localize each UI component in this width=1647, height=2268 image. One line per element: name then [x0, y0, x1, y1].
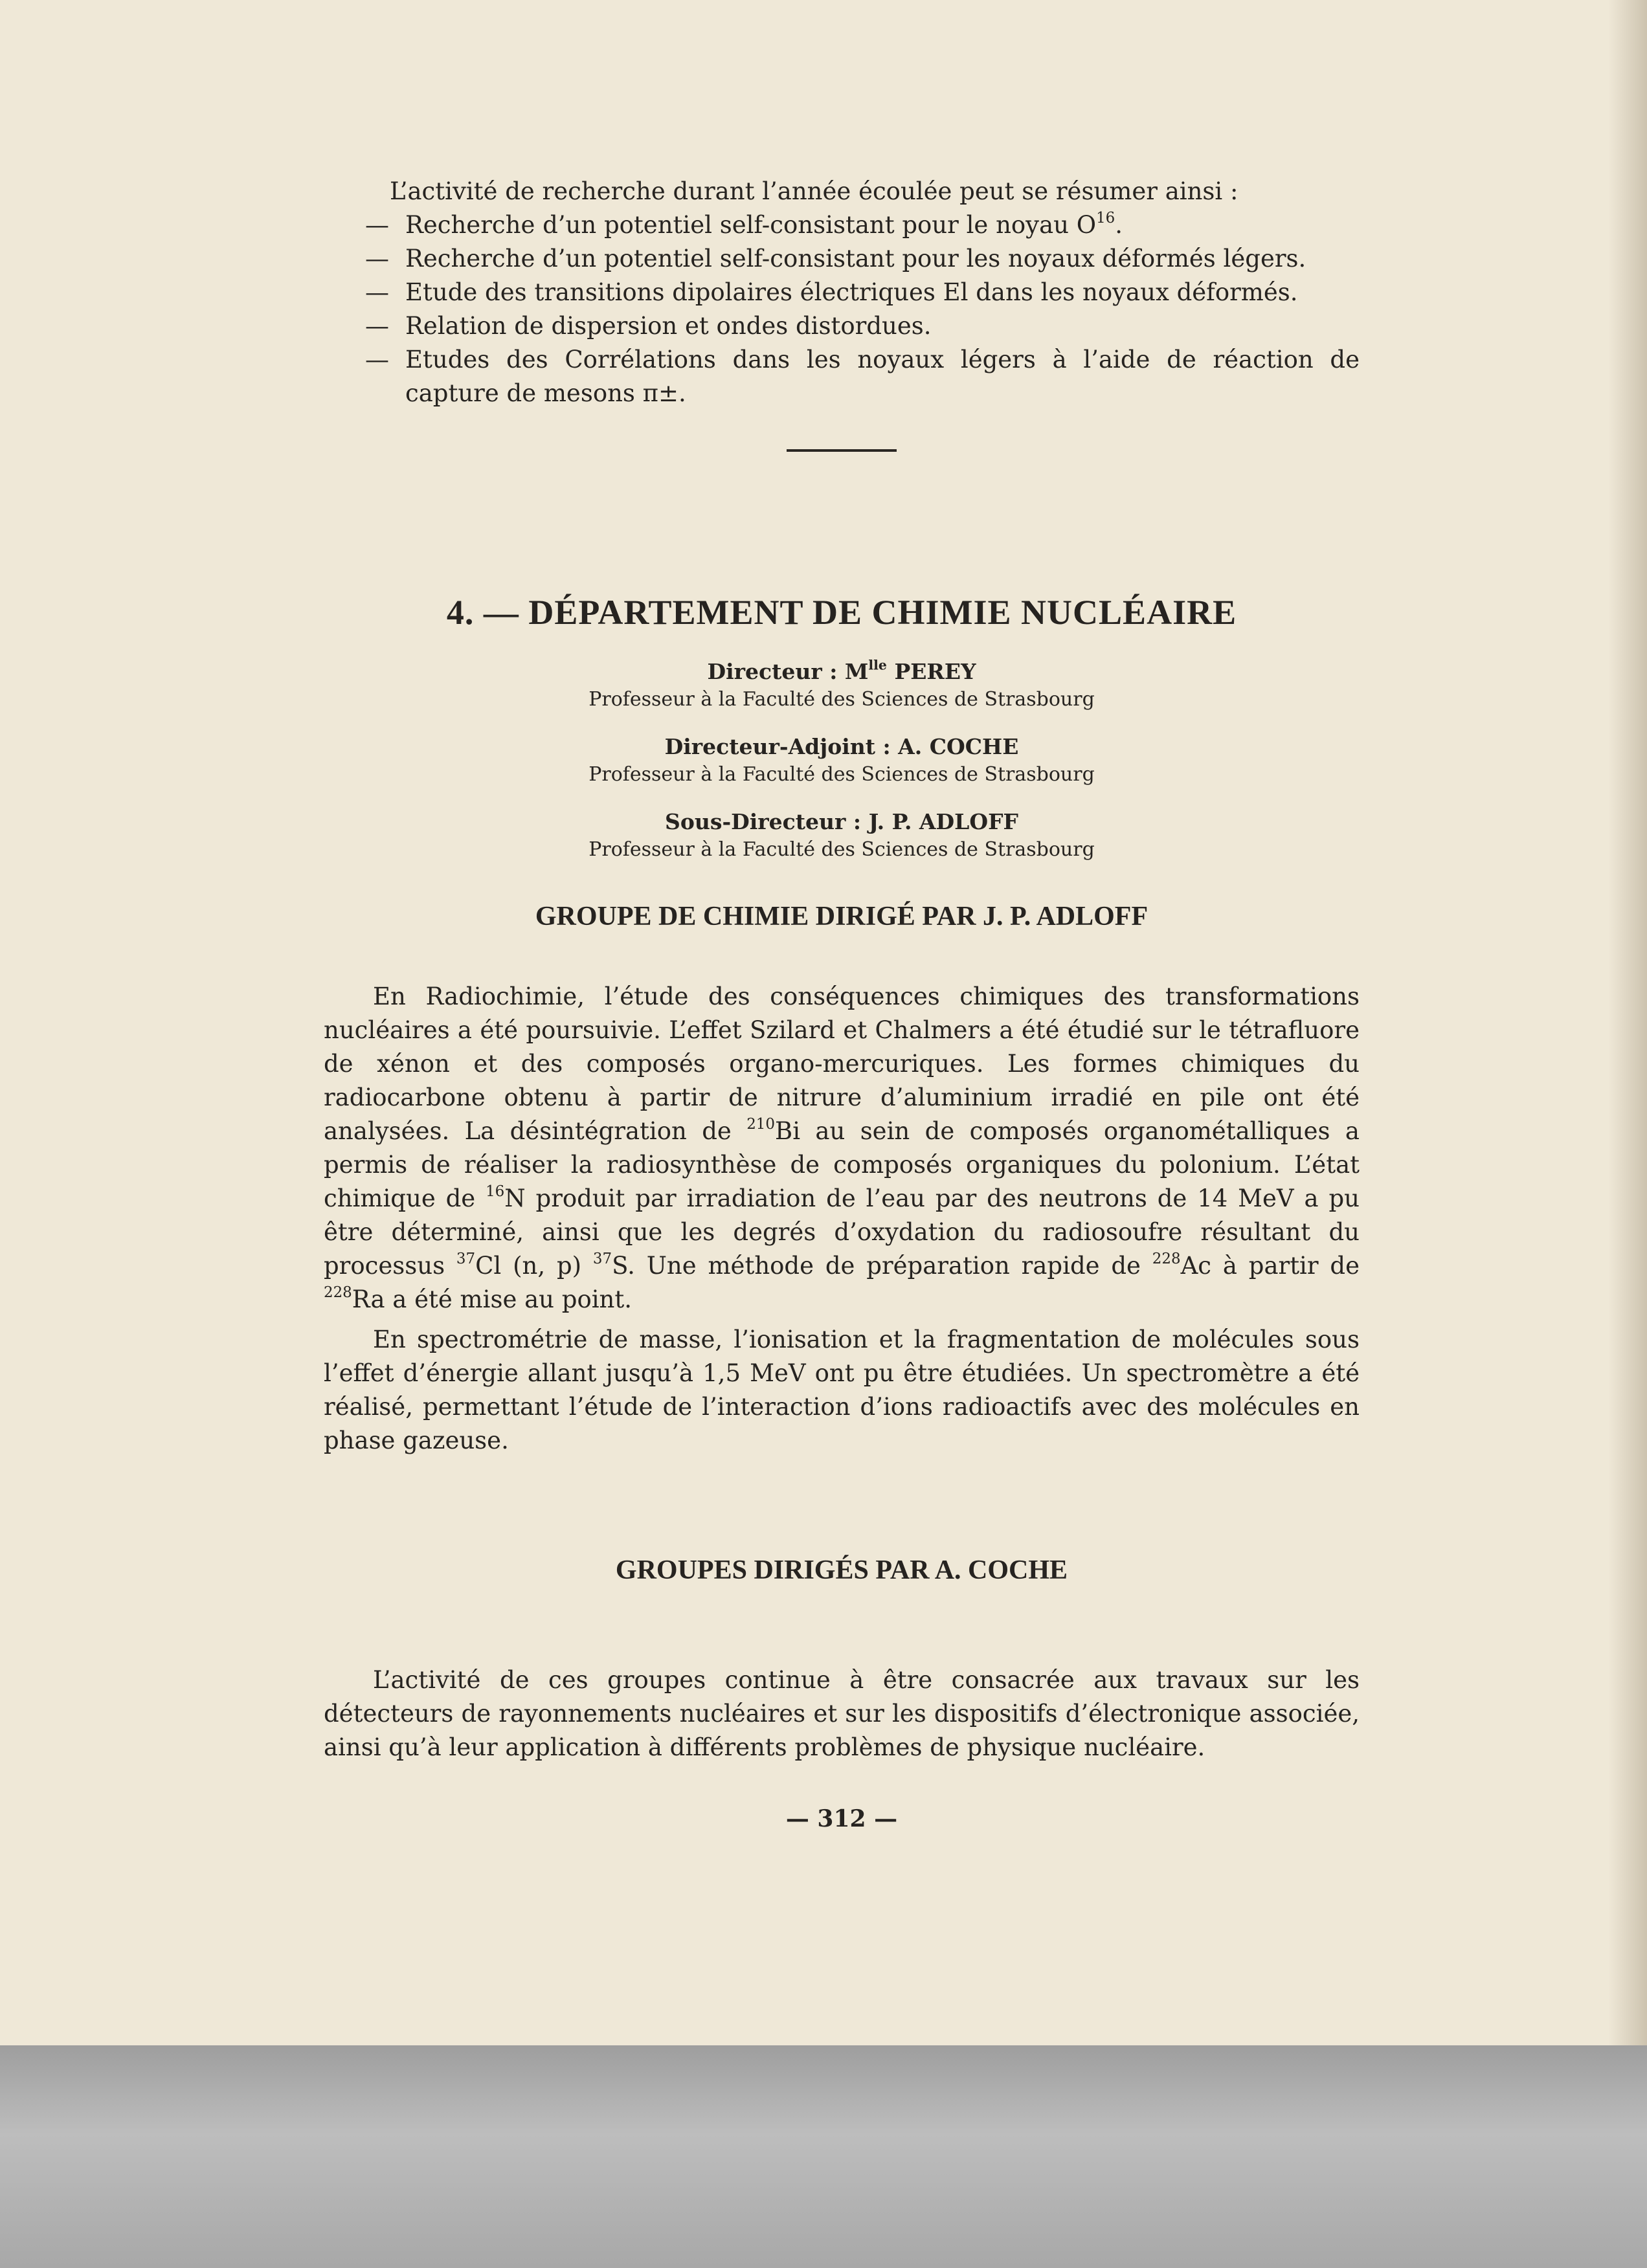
- group-heading-adloff: GROUPE DE CHIMIE DIRIGÉ PAR J. P. ADLOFF: [535, 902, 1148, 931]
- list-item: — Etude des transitions dipolaires électriques El dans les noyaux déformés.: [365, 278, 1298, 306]
- staff-entry-director: Directeur : $M^{lle}$ PEREY Professeur à la Faculté des Sciences de Strasbourg: [588, 657, 1095, 711]
- group-heading-coche: GROUPES DIRIGÉS PAR A. COCHE: [615, 1555, 1068, 1585]
- department-title: 4. — DÉPARTEMENT DE CHIMIE NUCLÉAIRE: [446, 593, 1237, 632]
- scanner-background: [0, 2045, 1647, 2268]
- group-adloff-paragraph-2: En spectrométrie de masse, l’ionisation et la fragmentation de molécules sous l’effet d’énergie allant jusqu’à 1,5 MeV ont pu être étudiées. Un spectromètre a été réalisé, permettant l’étude de l’interaction d’ions radioactifs avec des molécules en phase gazeuse.: [324, 1326, 1360, 1454]
- section-divider: [787, 449, 897, 452]
- page-edge-shadow: [1608, 0, 1647, 2045]
- list-item: — Etudes des Corrélations dans les noyaux légers à l’aide de réaction de capture de mesons π±.: [365, 346, 1360, 407]
- group-adloff-paragraph-1: En Radiochimie, l’étude des conséquences chimiques des transformations nucléaires a été poursuivie. L’effet Szilard et Chalmers a été étudié sur le tétrafluore de xénon et des composés organo-mercuriques. Les formes chimiques du radiocarbone obtenu à partir de nitrure d’aluminium irradié en pile ont été analysées. La désintégration de $^{210}$Bi au sein de composés organométalliques a permis de réaliser la radiosynthèse de composés organiques du polonium. L’état chimique de $^{16}$N produit par irradiation de l’eau par des neutrons de 14 MeV a pu être déterminé, ainsi que les degrés d’oxydation du radiosoufre résultant du processus $^{37}$Cl (n, p) $^{37}$S. Une méthode de préparation rapide de $^{228}$Ac à partir de $^{228}$Ra a été mise au point.: [324, 983, 1360, 1313]
- research-list: [324, 208, 1360, 410]
- staff-entry-sub-director: Sous-Directeur : J. P. ADLOFF Professeur à la Faculté des Sciences de Strasbourg: [588, 809, 1095, 861]
- list-item: — Relation de dispersion et ondes distordues.: [365, 312, 932, 340]
- staff-list: [324, 658, 1360, 863]
- page-content: [324, 175, 1360, 1836]
- list-item: — Recherche d’un potentiel self-consistant pour les noyaux déformés légers.: [365, 245, 1306, 272]
- staff-entry-deputy-director: Directeur-Adjoint : A. COCHE Professeur à la Faculté des Sciences de Strasbourg: [588, 734, 1095, 786]
- page-number: — 312 —: [785, 1805, 898, 1832]
- group-coche-paragraph: L’activité de ces groupes continue à être consacrée aux travaux sur les détecteurs de rayonnements nucléaires et sur les dispositifs d’électronique associée, ainsi qu’à leur application à différents problèmes de physique nucléaire.: [324, 1666, 1360, 1761]
- intro-line: L’activité de recherche durant l’année écoulée peut se résumer ainsi :: [390, 177, 1238, 205]
- list-item: — Recherche d’un potentiel self-consistant pour le noyau $O^{16}$.: [365, 209, 1123, 239]
